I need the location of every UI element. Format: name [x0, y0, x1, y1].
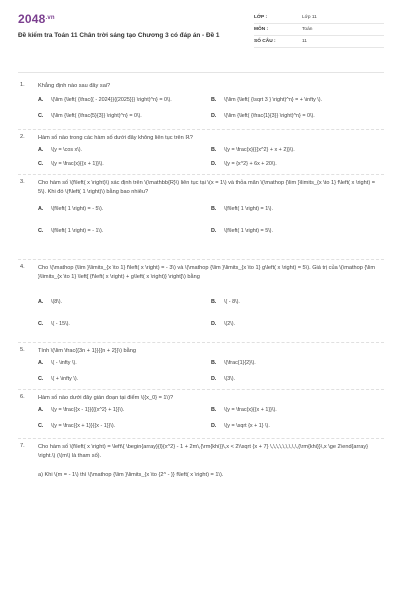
answer-option[interactable]	[38, 227, 203, 243]
question-text: Hàm số nào trong các hàm số dưới đây không liên tục trên ℝ?	[38, 135, 193, 141]
meta-row	[254, 12, 384, 24]
option-letter: C.	[38, 228, 44, 234]
answer-option[interactable]	[211, 160, 376, 176]
option-text: \(y = \frac{x}{{x + 1}}\).	[51, 161, 104, 167]
option-text: \(y = \cos x\).	[51, 147, 83, 153]
site-logo[interactable]: $2048^{.vn}$	[18, 12, 55, 26]
option-text: \(2\).	[224, 321, 236, 327]
option-text: \(y = \frac{{x - 1}}{{{x^2} + 1}}\).	[51, 407, 125, 413]
option-letter: C.	[38, 423, 44, 429]
option-letter: B.	[211, 206, 217, 212]
question-item	[18, 390, 384, 439]
header	[18, 12, 384, 64]
option-letter: A.	[38, 299, 44, 305]
answer-option[interactable]	[38, 406, 203, 422]
question-item	[18, 175, 384, 260]
option-text: \(f\left( 1 \right) = - 1\).	[51, 228, 104, 234]
answer-option[interactable]	[38, 359, 203, 375]
option-letter: C.	[38, 161, 44, 167]
answer-option[interactable]	[211, 406, 376, 422]
option-letter: C.	[38, 321, 44, 327]
answer-option[interactable]	[38, 96, 203, 112]
question-subpart: a) Khi \(m = - 1\) thì \(\mathop {\lim }\limits_{x \to {2^ - }} f\left( x \right) = 1\).	[38, 472, 224, 478]
option-letter: A.	[38, 147, 44, 153]
question-number: 3.	[20, 179, 25, 185]
question-number: 2.	[20, 134, 25, 140]
option-letter: D.	[211, 321, 217, 327]
answer-option[interactable]	[38, 375, 203, 391]
meta-label: SỐ CÂU :	[254, 39, 276, 44]
answer-option[interactable]	[211, 227, 376, 243]
option-text: \( - 8\).	[224, 299, 240, 305]
question-item	[18, 343, 384, 390]
meta-row	[254, 24, 384, 36]
option-text: \(y = \sqrt {x + 1} \).	[224, 423, 270, 429]
option-text: \(y = \frac{x}{{{x^2} + x + 2}}\).	[224, 147, 295, 153]
option-letter: B.	[211, 407, 217, 413]
question-text: Tính \(\lim \frac{{3n + 1}}{{n + 2}}\) bằng	[38, 348, 136, 354]
option-letter: C.	[38, 113, 44, 119]
option-text: \(\frac{1}{2}\).	[224, 360, 256, 366]
option-letter: A.	[38, 407, 44, 413]
answer-option[interactable]	[38, 422, 203, 438]
question-item	[18, 78, 384, 130]
option-text: \( + \infty \).	[51, 376, 79, 382]
answer-option[interactable]	[38, 298, 203, 314]
option-text: \(f\left( 1 \right) = 5\).	[224, 228, 273, 234]
question-text: Cho \(\mathop {\lim }\limits_{x \to 1} f\left( x \right) = - 3\) và \(\mathop {\lim }\limits_{x \to 1} g\left( x \right) = 5\). Giá trị của \(\mathop {\lim }\limits_{x \to 1} \left[ {f\left( x \right) + g\left( x \right)} \right]\) bằng	[38, 265, 375, 280]
option-letter: A.	[38, 360, 44, 366]
answer-option[interactable]	[211, 320, 376, 336]
header-divider	[18, 72, 384, 73]
option-text: \(\lim {\left( {\frac{1}{3}} \right)^n} = 0\).	[224, 113, 315, 119]
question-number: 6.	[20, 394, 25, 400]
option-text: \(y = {x^2} + 6x + 20\).	[224, 161, 277, 167]
answer-option[interactable]	[211, 422, 376, 438]
option-letter: A.	[38, 206, 44, 212]
meta-row	[254, 36, 384, 48]
question-number: 1.	[20, 82, 25, 88]
meta-value: 11	[302, 39, 307, 44]
answer-option[interactable]	[211, 298, 376, 314]
meta-label: LỚP :	[254, 15, 268, 20]
option-letter: B.	[211, 147, 217, 153]
question-item	[18, 260, 384, 343]
answer-option[interactable]	[38, 160, 203, 176]
option-letter: B.	[211, 360, 217, 366]
option-letter: B.	[211, 299, 217, 305]
option-text: \(8\).	[51, 299, 63, 305]
answer-option[interactable]	[211, 205, 376, 221]
meta-label: MÔN :	[254, 27, 269, 32]
option-letter: D.	[211, 228, 217, 234]
question-text: Hàm số nào dưới đây gián đoạn tại điểm \({x_0} = 1\)?	[38, 395, 174, 401]
question-item	[18, 130, 384, 175]
answer-option[interactable]	[211, 359, 376, 375]
option-text: \( - 15\).	[51, 321, 70, 327]
meta-value: Toán	[302, 27, 313, 32]
option-letter: D.	[211, 423, 217, 429]
option-text: \(f\left( 1 \right) = - 5\).	[51, 206, 104, 212]
answer-option[interactable]	[211, 96, 376, 112]
option-text: \(\lim {\left( {\frac{5}{3}} \right)^n} = 0\).	[51, 113, 142, 119]
option-text: \(f\left( 1 \right) = 1\).	[224, 206, 273, 212]
question-number: 4.	[20, 264, 25, 270]
answer-option[interactable]	[38, 112, 203, 128]
question-text: Cho hàm số \(f\left( x \right)\) xác định trên \(\mathbb{R}\) liên tục tại \(x = 1\) và thỏa mãn \(\mathop {\lim }\limits_{x \to 1} f\left( x \right) = 5\). Khi đó \(f\left( 1 \right)\) bằng bao nhiêu?	[38, 180, 376, 195]
question-number: 5.	[20, 347, 25, 353]
question-number: 7.	[20, 443, 25, 449]
option-text: \( - \infty \).	[51, 360, 77, 366]
exam-title: Đề kiểm tra Toán 11 Chân trời sáng tạo Chương 3 có đáp án - Đề 1	[18, 32, 220, 39]
option-letter: D.	[211, 113, 217, 119]
option-text: \(y = \frac{{x + 1}}{{x - 1}}\).	[51, 423, 116, 429]
option-text: \(3\).	[224, 376, 236, 382]
question-text: Khẳng định nào sau đây sai?	[38, 83, 111, 89]
option-letter: D.	[211, 161, 217, 167]
answer-option[interactable]	[38, 205, 203, 221]
option-letter: D.	[211, 376, 217, 382]
exam-meta	[254, 12, 384, 48]
option-text: \(\lim {\left( {\frac{{ - 2024}}{{2025}}} \right)^n} = 0\).	[51, 97, 172, 103]
meta-value: Lớp 11	[302, 15, 317, 20]
option-letter: B.	[211, 97, 217, 103]
option-letter: C.	[38, 376, 44, 382]
answer-option[interactable]	[38, 320, 203, 336]
question-list	[18, 78, 384, 499]
answer-option[interactable]	[211, 375, 376, 391]
question-item	[18, 439, 384, 499]
answer-option[interactable]	[211, 112, 376, 128]
question-text: Cho hàm số \(f\left( x \right) = \left\{ \begin{array}{l}{x^2} - 1 + 2m\,{\rm{khi}}\,x < 2\\sqrt {x + 7} \,\,\,\,\,\,\,\,\,{\rm{khi}}\,x \ge 2\end{array} \right.\) (\(m\) là tham số).	[38, 444, 369, 459]
option-text: \(y = \frac{x}{{x + 1}}\).	[224, 407, 277, 413]
option-text: \(\lim {\left( {\sqrt 3 } \right)^n} = + \infty \).	[224, 97, 323, 103]
option-letter: A.	[38, 97, 44, 103]
